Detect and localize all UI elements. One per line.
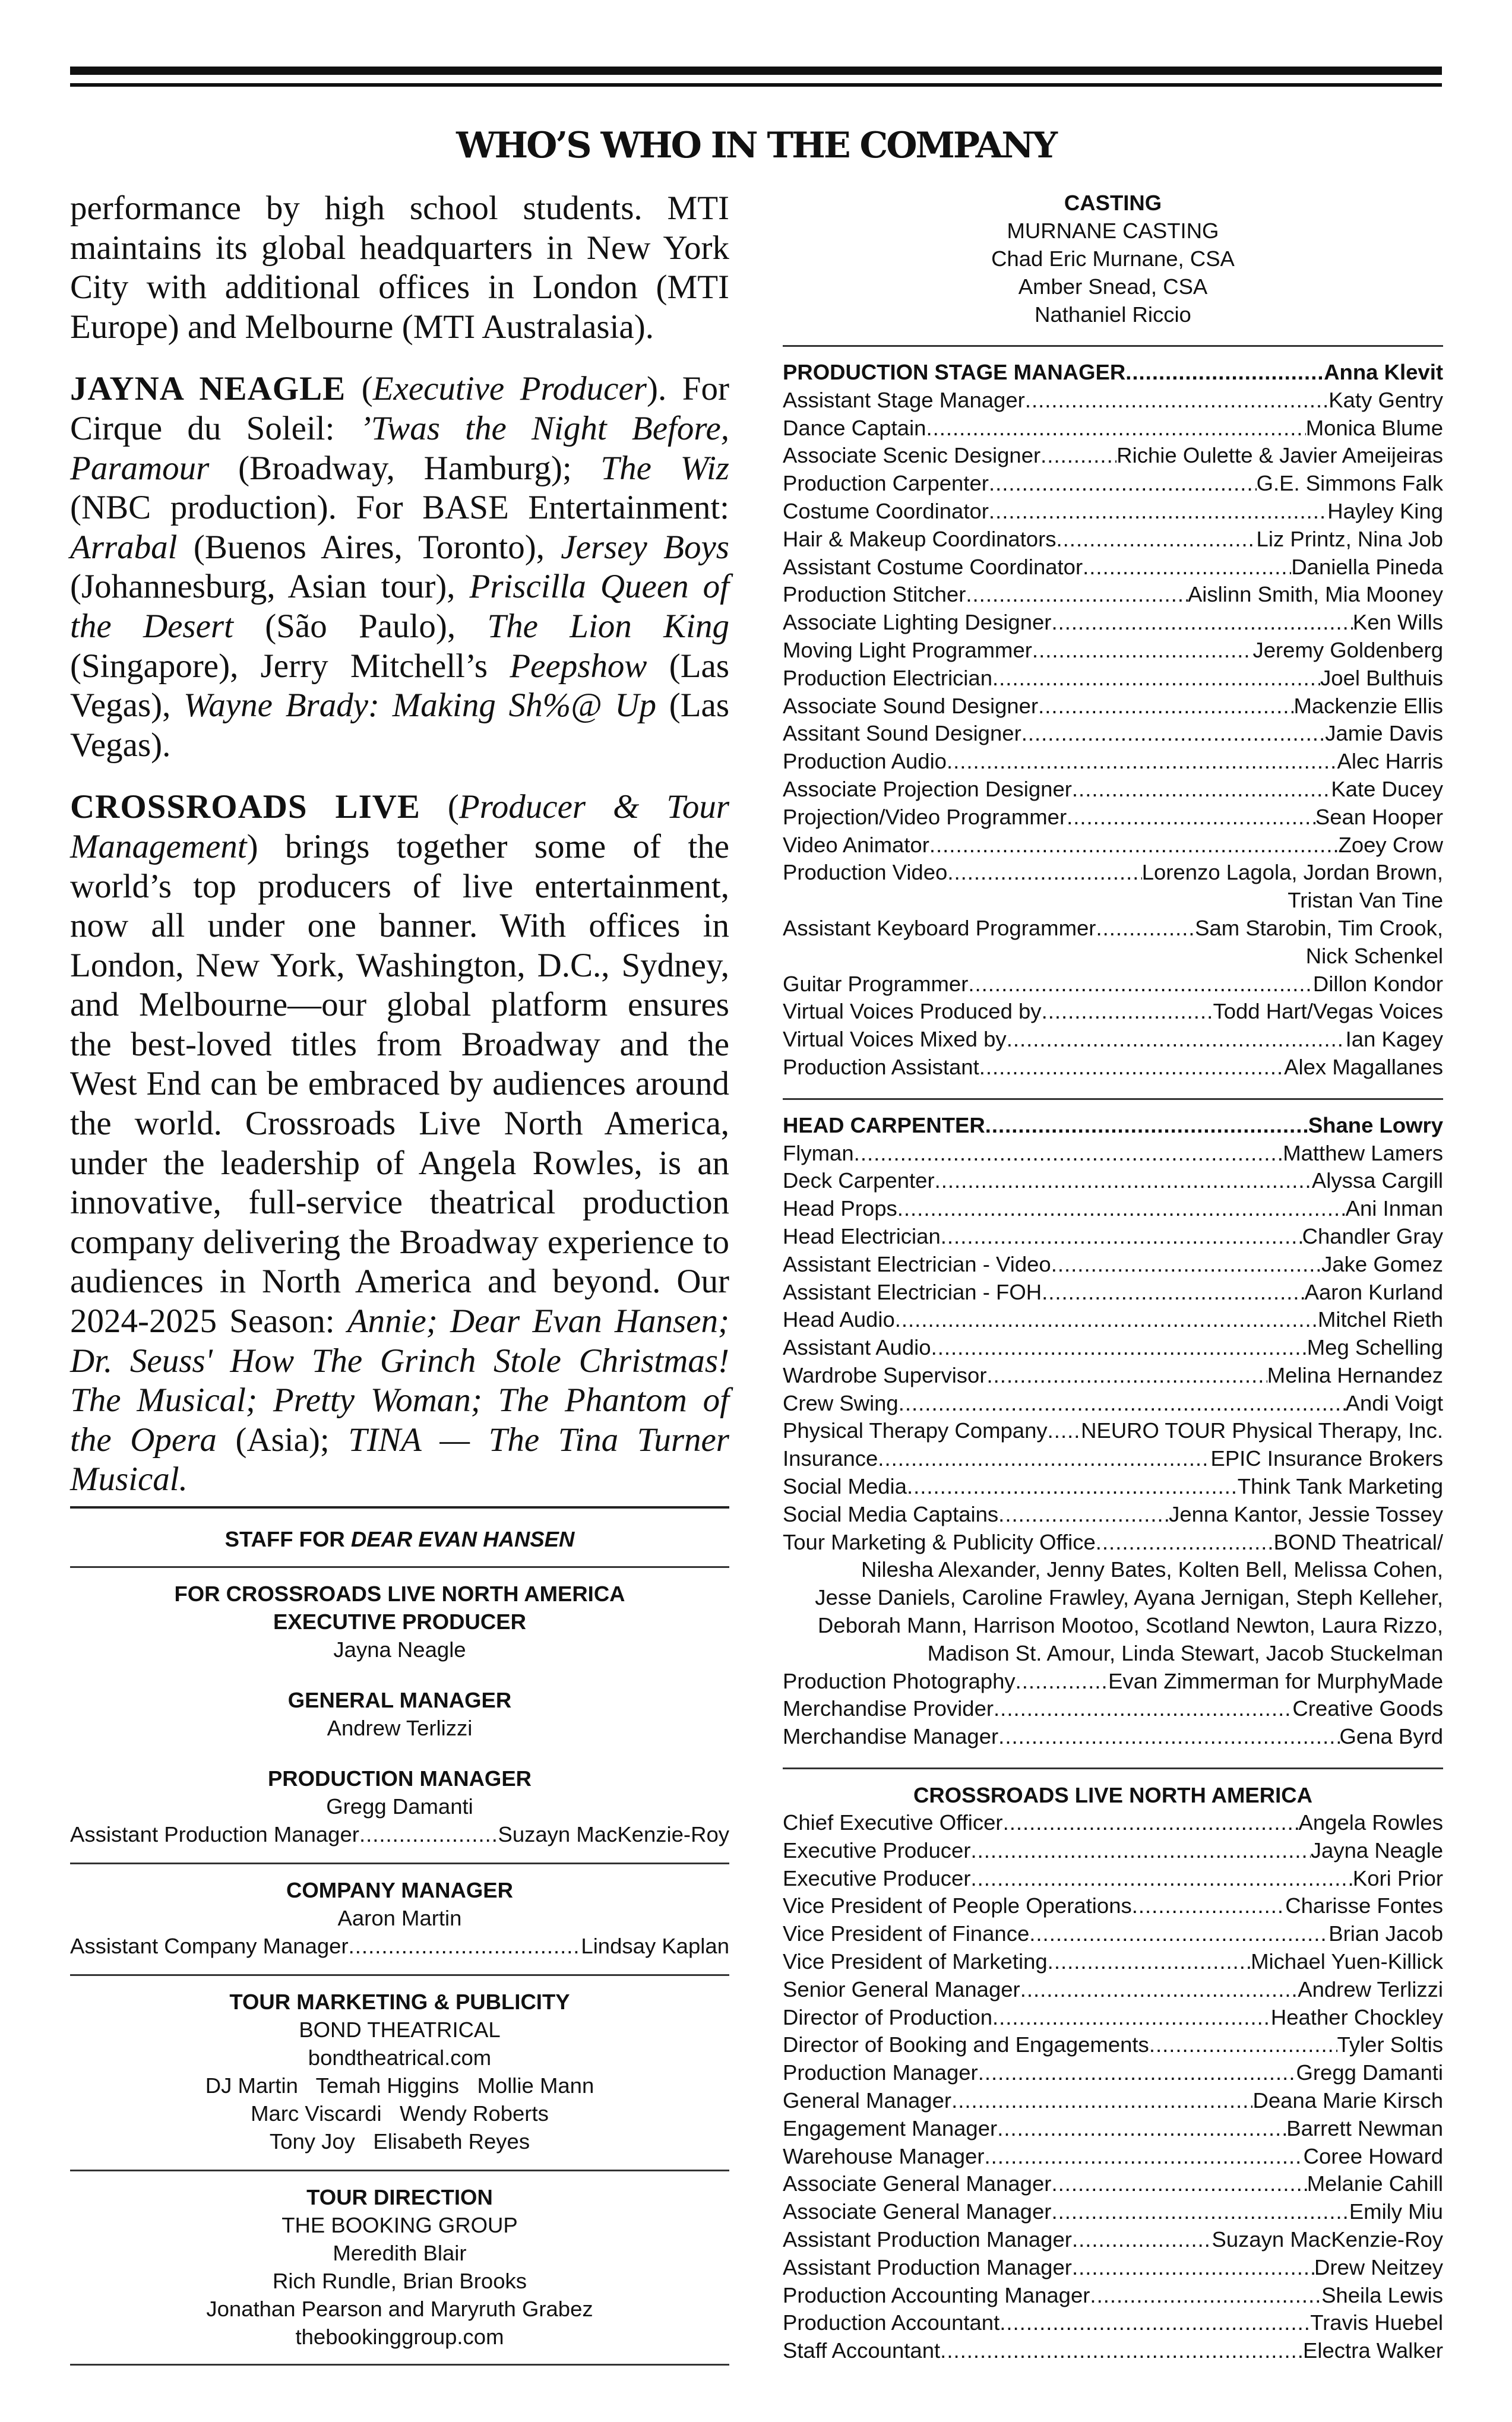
credit-row (783, 2087, 1443, 2115)
credit-name: Sheila Lewis (1321, 2282, 1443, 2307)
leader-dots (854, 1140, 1283, 1168)
section-tour-direction: TOUR DIRECTION THE BOOKING GROUP Meredith Blair Rich Rundle, Brian Brooks Jonathan Pearson and Maryruth Grabez thebookinggroup.com (206, 2185, 593, 2349)
credit-name: Alyssa Cargill (1311, 1168, 1443, 1193)
leader-dots (1051, 1251, 1321, 1279)
credit-name: Gena Byrd (1339, 1724, 1443, 1749)
credit-name: Richie Oulette & Javier Ameijeiras (1116, 443, 1443, 468)
credit-name-continued: Jesse Daniels, Caroline Frawley, Ayana Jernigan, Steph Kelleher, (815, 1585, 1443, 1610)
leader-dots (897, 1195, 1346, 1223)
credit-row (783, 637, 1443, 665)
credit-row (783, 2031, 1443, 2059)
credit-role: Associate Projection Designer (783, 776, 1072, 801)
leader-dots (1072, 2226, 1212, 2254)
credit-name: BOND Theatrical/ (1273, 1529, 1443, 1554)
credit-role: Engagement Manager (783, 2116, 998, 2140)
leader-dots (997, 2115, 1286, 2143)
leader-dots (989, 498, 1327, 526)
leader-dots (1021, 720, 1325, 748)
leader-dots (971, 1837, 1311, 1865)
credit-name: Sam Starobin, Tim Crook, (1195, 915, 1443, 940)
credit-row (783, 387, 1443, 415)
credit-role: Projection/Video Programmer (783, 804, 1067, 829)
staff-heading: STAFF FOR DEAR EVAN HANSEN (224, 1527, 575, 1551)
leader-dots (1042, 998, 1213, 1026)
credit-name-continued: Madison St. Amour, Linda Stewart, Jacob Stuckelman (927, 1640, 1443, 1665)
leader-dots (968, 970, 1313, 998)
credit-role: Executive Producer (783, 1865, 971, 1890)
credit-role: Head Audio (783, 1307, 895, 1332)
divider (783, 1768, 1443, 1769)
credit-row (783, 1112, 1443, 1140)
credit-role: Director of Booking and Engagements (783, 2032, 1149, 2057)
credit-name-continued: Nilesha Alexander, Jenny Bates, Kolten Bell, Melissa Cohen, (861, 1557, 1443, 1582)
credit-row (783, 748, 1443, 776)
credit-name: Travis Huebel (1310, 2310, 1443, 2335)
credit-row (783, 442, 1443, 470)
credit-name: Barrett Newman (1286, 2116, 1443, 2140)
credit-name: Emily Miu (1349, 2199, 1443, 2224)
credit-role: Assistant Keyboard Programmer (783, 915, 1096, 940)
section-general-manager: GENERAL MANAGER Andrew Terlizzi (287, 1688, 512, 1740)
credit-row (783, 1251, 1443, 1279)
credit-role: Warehouse Manager (783, 2143, 985, 2168)
section-exec-producer: FOR CROSSROADS LIVE NORTH AMERICA EXECUTIVE PRODUCER Jayna Neagle (174, 1582, 625, 1662)
divider (70, 1566, 729, 1568)
credit-name: Heather Chockley (1270, 2004, 1443, 2029)
credit-row (783, 1140, 1443, 1168)
credit-name: Liz Printz, Nina Job (1256, 526, 1443, 551)
leader-dots (940, 2337, 1303, 2365)
credit-row (783, 1390, 1443, 1418)
divider (783, 1098, 1443, 1100)
divider (70, 2170, 729, 2171)
credit-role: Assistant Audio (783, 1335, 931, 1360)
credit-name: Suzayn MacKenzie-Roy (1212, 2227, 1443, 2252)
credit-name: G.E. Simmons Falk (1256, 471, 1443, 496)
credit-name: Creative Goods (1292, 1696, 1443, 1721)
credit-name: Lorenzo Lagola, Jordan Brown, (1141, 860, 1443, 885)
credit-role: Production Electrician (783, 665, 993, 690)
credit-role: Chief Executive Officer (783, 1810, 1003, 1835)
divider (783, 345, 1443, 347)
credit-name: Todd Hart/Vegas Voices (1213, 999, 1443, 1024)
credit-row (783, 1223, 1443, 1251)
credit-name: Jamie Davis (1325, 721, 1443, 746)
leader-dots (987, 1362, 1267, 1390)
credit-row (783, 1948, 1443, 1976)
leader-dots (1096, 1529, 1274, 1557)
credit-name: Zoey Crow (1338, 832, 1443, 857)
credit-role: Assitant Sound Designer (783, 721, 1021, 746)
credit-role: Assistant Stage Manager (783, 387, 1025, 412)
credit-role: Staff Accountant (783, 2338, 941, 2363)
credit-name: Jeremy Goldenberg (1252, 637, 1443, 662)
production-crew-list (783, 359, 1443, 1082)
credit-row: Assistant Production Manager ..... Suzayn MacKenzie-Roy (70, 1820, 729, 1848)
credit-row (783, 1865, 1443, 1893)
leader-dots (1038, 693, 1293, 720)
credit-name: EPIC Insurance Brokers (1210, 1446, 1443, 1471)
credit-name: NEURO TOUR Physical Therapy, Inc. (1081, 1418, 1443, 1443)
leader-dots (1051, 2170, 1307, 2198)
credit-role: Associate Scenic Designer (783, 443, 1041, 468)
divider (70, 1506, 729, 1509)
credit-role: Vice President of Finance (783, 1921, 1030, 1946)
credit-role: HEAD CARPENTER (783, 1112, 985, 1137)
credit-row (783, 1976, 1443, 2004)
leader-dots (1007, 1026, 1346, 1054)
section-company-manager: COMPANY MANAGER Aaron Martin Assistant Company Manager ..... Lindsay Kaplan (70, 1876, 729, 1960)
credit-role: Dance Captain (783, 415, 926, 440)
credit-role: Vice President of Marketing (783, 1949, 1048, 1974)
credit-role: Production Accounting Manager (783, 2282, 1090, 2307)
credit-role: Production Manager (783, 2060, 978, 2085)
leader-dots (1072, 776, 1331, 804)
credit-role: PRODUCTION STAGE MANAGER (783, 360, 1126, 384)
credit-row: Assistant Company Manager ..... Lindsay Kaplan (70, 1932, 729, 1960)
leader-dots (947, 748, 1337, 776)
leader-dots (1003, 1809, 1299, 1837)
credit-name: Meg Schelling (1307, 1335, 1443, 1360)
leader-dots (1032, 637, 1253, 665)
credit-role: Video Animator (783, 832, 929, 857)
credit-row (783, 2226, 1443, 2254)
credit-row (783, 1362, 1443, 1390)
credit-role: Social Media (783, 1474, 907, 1499)
credit-name: Daniella Pineda (1291, 554, 1443, 579)
credit-role: Production Audio (783, 749, 947, 774)
credit-role: Production Stitcher (783, 582, 966, 607)
credit-row (783, 2198, 1443, 2226)
credit-row (783, 998, 1443, 1026)
credit-row (783, 1334, 1443, 1362)
leader-dots (1132, 1892, 1286, 1920)
credit-row (783, 1668, 1443, 1696)
credit-role: Merchandise Manager (783, 1724, 999, 1749)
leader-dots (1042, 1279, 1305, 1307)
credit-row (783, 1417, 1443, 1445)
credit-name: Katy Gentry (1328, 387, 1443, 412)
credit-row (783, 776, 1443, 804)
leader-dots (992, 665, 1320, 693)
leader-dots (1056, 526, 1257, 554)
credit-role: Associate General Manager (783, 2171, 1052, 2196)
credit-row (783, 1195, 1443, 1223)
crossroads-staff-list (783, 1809, 1443, 2365)
credit-role: Associate Sound Designer (783, 693, 1039, 718)
credit-role: Crew Swing (783, 1390, 899, 1415)
credit-role: Virtual Voices Produced by (783, 999, 1042, 1024)
leader-dots (899, 1390, 1346, 1418)
credit-role: Production Accountant (783, 2310, 1000, 2335)
leader-dots (1040, 442, 1116, 470)
leader-dots (966, 581, 1188, 609)
credit-row (783, 554, 1443, 581)
leader-dots (929, 831, 1339, 859)
credit-row (783, 1529, 1443, 1557)
header-rule-thin (70, 83, 1442, 87)
leader-dots (1090, 2282, 1321, 2310)
credit-row (783, 665, 1443, 693)
credit-role: Moving Light Programmer (783, 637, 1032, 662)
credit-name: Ian Kagey (1345, 1027, 1443, 1052)
credit-role: Social Media Captains (783, 1501, 999, 1526)
leader-dots (935, 1167, 1312, 1195)
credit-name-continued: Tristan Van Tine (1288, 888, 1443, 913)
credit-name: Shane Lowry (1308, 1112, 1443, 1137)
credit-row (783, 2282, 1443, 2310)
credit-role: Merchandise Provider (783, 1696, 994, 1721)
leader-dots (1067, 804, 1315, 831)
section-crossroads-na: CROSSROADS LIVE NORTH AMERICA Chief Executive Officer ..... Angela Rowles Executive Producer ..... Jayna Neagle Executive Producer ..... Kori Prior Vice President of People Operations ..... Charisse Fontes Vice President of Finance ..... Brian Jacob Vice President of Marketing ..... Michael Yuen-Killick Senior General Manager ..... Andrew Terlizzi Director of Production ..... Heather Chockley Director of Booking and Engagements ..... Tyler Soltis Production Manager ..... Gregg Damanti General Manager ..... Deana Marie Kirsch Engagement Manager ..... Barrett Newman Warehouse Manager ..... Coree Howard Associate General Manager ..... Melanie Cahill Associate General Manager ..... Emily Miu Assistant Production Manager ..... Suzayn MacKenzie-Roy Assistant Production Manager ..... Drew Neitzey Production Accounting Manager ..... Sheila Lewis Production Accountant ..... Travis Huebel Staff Accountant ..... Electra Walker (783, 1781, 1443, 2365)
leader-dots (951, 2087, 1252, 2115)
divider (70, 1863, 729, 1864)
credit-role: Associate Lighting Designer (783, 610, 1052, 635)
credit-row (783, 2254, 1443, 2282)
credit-name: Hayley King (1327, 498, 1443, 523)
credit-name-continued: Deborah Mann, Harrison Mootoo, Scotland Newton, Laura Rizzo, (818, 1613, 1443, 1638)
section-production-manager: PRODUCTION MANAGER Gregg Damanti Assistant Production Manager ..... Suzayn MacKenzie-Roy (70, 1765, 729, 1848)
credit-row (783, 1279, 1443, 1307)
credit-role: Physical Therapy Company (783, 1418, 1048, 1443)
leader-dots (989, 470, 1257, 498)
credit-name: Melina Hernandez (1267, 1362, 1443, 1387)
credit-row (783, 693, 1443, 720)
credit-role: Assistant Production Manager (783, 2255, 1072, 2279)
leader-dots (1029, 1920, 1328, 1948)
right-column (783, 189, 1443, 2365)
credit-row (783, 581, 1443, 609)
credit-name: Joel Bulthuis (1320, 665, 1443, 690)
credit-role: Executive Producer (783, 1838, 971, 1863)
credit-name: Deana Marie Kirsch (1252, 2088, 1443, 2113)
credit-row (783, 1473, 1443, 1501)
credit-name: Andrew Terlizzi (1298, 1977, 1443, 2002)
credit-name: Mitchel Rieth (1318, 1307, 1443, 1332)
carpenter-crew-list (783, 1112, 1443, 1751)
credit-role: Head Electrician (783, 1223, 941, 1248)
credit-row (783, 526, 1443, 554)
credit-row (783, 2115, 1443, 2143)
bio-name: CROSSROADS LIVE (70, 788, 420, 826)
credit-name: Charisse Fontes (1285, 1893, 1443, 1918)
credit-row (783, 1306, 1443, 1334)
credit-name: Tyler Soltis (1337, 2032, 1443, 2057)
credit-row (783, 1837, 1443, 1865)
credit-role: Production Carpenter (783, 471, 989, 496)
credit-name: Andi Voigt (1345, 1390, 1443, 1415)
credit-name-continued: Nick Schenkel (1305, 943, 1443, 968)
leader-dots (985, 2143, 1304, 2171)
leader-dots (1048, 1948, 1251, 1976)
credit-role: Assistant Production Manager (783, 2227, 1072, 2252)
bio-name: JAYNA NEAGLE (70, 370, 346, 408)
leader-dots (999, 2309, 1310, 2337)
credit-name: Matthew Lamers (1283, 1140, 1443, 1165)
credit-role: Deck Carpenter (783, 1168, 935, 1193)
credit-row (783, 720, 1443, 748)
credit-row (783, 1892, 1443, 1920)
credit-role: Costume Coordinator (783, 498, 989, 523)
section-tour-marketing: TOUR MARKETING & PUBLICITY BOND THEATRICAL bondtheatrical.com DJ Martin Temah Higgins Mollie Mann Marc Viscardi Wendy Roberts Tony Joy Elisabeth Reyes (205, 1990, 594, 2154)
credit-role: Tour Marketing & Publicity Office (783, 1529, 1096, 1554)
credit-name: Kori Prior (1352, 1865, 1443, 1890)
credit-role: Guitar Programmer (783, 971, 969, 996)
credit-role: Assistant Electrician - FOH (783, 1279, 1042, 1304)
credit-row (783, 1809, 1443, 1837)
credit-row (783, 1167, 1443, 1195)
leader-dots (1125, 359, 1324, 387)
leader-dots (878, 1445, 1210, 1473)
bio-crossroads-live: CROSSROADS LIVE (Producer & Tour Management) brings together some of the world’s top producers of live entertainment, now all under one banner. With offices in London, New York, Washington, D.C., Sydney, and Melbourne—our global platform ensures the best-loved titles from Broadway and the West End can be embraced by audiences around the world. Crossroads Live North America, under the leadership of Angela Rowles, is an innovative, full-service theatrical production company delivering the Broadway experience to audiences in North America and beyond. Our 2024-2025 Season: Annie; Dear Evan Hansen; Dr. Seuss' How The Grinch Stole Christmas! The Musical; Pretty Woman; The Phantom of the Opera (Asia); TINA — The Tina Turner Musical. (70, 788, 729, 1498)
credit-name: Monica Blume (1305, 415, 1443, 440)
leader-dots (985, 1112, 1308, 1140)
credit-role: Virtual Voices Mixed by (783, 1027, 1007, 1052)
credit-row (783, 1445, 1443, 1473)
credit-name: Alec Harris (1337, 749, 1443, 774)
leader-dots (979, 1054, 1284, 1082)
leader-dots (992, 2004, 1271, 2032)
credit-role: Production Video (783, 860, 948, 885)
bio-jayna-neagle: JAYNA NEAGLE (Executive Producer). For Cirque du Soleil: ’Twas the Night Before, Paramour (Broadway, Hamburg); The Wiz (NBC production). For BASE Entertainment: Arrabal (Buenos Aires, Toronto), Jersey Boys (Johannesburg, Asian tour), Priscilla Queen of the Desert (São Paulo), The Lion King (Singapore), Jerry Mitchell’s Peepshow (Las Vegas), Wayne Brady: Making Sh%@ Up (Las Vegas). (70, 370, 730, 764)
leader-dots (1051, 2198, 1349, 2226)
credit-role: Assistant Costume Coordinator (783, 554, 1083, 579)
credit-name: Jake Gomez (1321, 1251, 1443, 1276)
credit-name: Ken Wills (1352, 610, 1443, 635)
leader-dots (971, 1865, 1353, 1893)
credit-role: Flyman (783, 1140, 854, 1165)
credit-name: Electra Walker (1303, 2338, 1443, 2363)
credit-row (783, 804, 1443, 831)
credit-name: Gregg Damanti (1296, 2060, 1443, 2085)
credit-name: Kate Ducey (1331, 776, 1443, 801)
leader-dots (1083, 554, 1291, 581)
leader-dots (1072, 2254, 1314, 2282)
bio-mti-continued: performance by high school students. MTI maintains its global headquarters in New York City with additional offices in London (MTI Europe) and Melbourne (MTI Australasia). (70, 189, 729, 346)
page-title: WHO’S WHO IN THE COMPANY (456, 125, 1056, 166)
credit-row (783, 1054, 1443, 1082)
credit-row (783, 1920, 1443, 1948)
credit-row (783, 470, 1443, 498)
divider (70, 2364, 729, 2366)
leader-dots (1149, 2031, 1337, 2059)
credit-name: Mackenzie Ellis (1293, 693, 1443, 718)
credit-role: Wardrobe Supervisor (783, 1362, 987, 1387)
credit-row (783, 1695, 1443, 1723)
credit-row (783, 359, 1443, 387)
credit-role: General Manager (783, 2088, 952, 2113)
credit-row (783, 609, 1443, 637)
header-rule-thick (70, 67, 1442, 75)
credit-name: Chandler Gray (1302, 1223, 1443, 1248)
credit-row (783, 2004, 1443, 2032)
credit-name: Coree Howard (1303, 2143, 1443, 2168)
credit-name: Evan Zimmerman for MurphyMade (1108, 1668, 1443, 1693)
staff-credits (70, 1506, 729, 2366)
credit-row (783, 498, 1443, 526)
credit-role: Production Assistant (783, 1054, 979, 1079)
credit-row (783, 1026, 1443, 1054)
leader-dots (1020, 1976, 1298, 2004)
leader-dots (994, 1695, 1292, 1723)
credit-row (783, 415, 1443, 442)
leader-dots (1048, 1417, 1081, 1445)
credit-name: Aislinn Smith, Mia Mooney (1187, 582, 1443, 607)
credit-name: Think Tank Marketing (1237, 1474, 1443, 1499)
credit-name: Jayna Neagle (1310, 1838, 1443, 1863)
credit-role: Associate General Manager (783, 2199, 1052, 2224)
credit-role: Assistant Electrician - Video (783, 1251, 1051, 1276)
credit-role: Senior General Manager (783, 1977, 1020, 2002)
credit-name: Brian Jacob (1328, 1921, 1443, 1946)
credit-row (783, 970, 1443, 998)
leader-dots (907, 1473, 1238, 1501)
divider (70, 1974, 729, 1976)
leader-dots (926, 415, 1305, 442)
leader-dots (1016, 1668, 1108, 1696)
section-casting: CASTING MURNANE CASTING Chad Eric Murnane, CSA Amber Snead, CSA Nathaniel Riccio (991, 191, 1235, 327)
leader-dots (947, 859, 1141, 887)
credit-row (783, 1723, 1443, 1751)
leader-dots (978, 2059, 1296, 2087)
credit-row (783, 915, 1443, 943)
credit-row (783, 2309, 1443, 2337)
credit-row (783, 2059, 1443, 2087)
credit-row (783, 2337, 1443, 2365)
credit-row (783, 2143, 1443, 2171)
credit-role: Vice President of People Operations (783, 1893, 1132, 1918)
credit-name: Jenna Kantor, Jessie Tossey (1169, 1501, 1443, 1526)
credit-role: Head Props (783, 1196, 897, 1221)
credit-role: Insurance (783, 1446, 878, 1471)
credit-row (783, 831, 1443, 859)
credit-role: Production Photography (783, 1668, 1016, 1693)
credit-name: Alex Magallanes (1284, 1054, 1443, 1079)
leader-dots (1025, 387, 1328, 415)
credit-name: Drew Neitzey (1314, 2255, 1443, 2279)
credit-name: Aaron Kurland (1304, 1279, 1443, 1304)
leader-dots (998, 1501, 1169, 1529)
credit-name: Angela Rowles (1298, 1810, 1443, 1835)
credit-row (783, 859, 1443, 887)
leader-dots (1096, 915, 1195, 943)
credit-role: Director of Production (783, 2004, 992, 2029)
credit-name: Anna Klevit (1324, 360, 1443, 384)
credit-name: Sean Hooper (1315, 804, 1443, 829)
leader-dots (998, 1723, 1339, 1751)
left-column (70, 189, 729, 1522)
leader-dots (895, 1306, 1318, 1334)
credit-name: Ani Inman (1345, 1196, 1443, 1221)
credit-row (783, 2170, 1443, 2198)
credit-role: Hair & Makeup Coordinators (783, 526, 1056, 551)
leader-dots (931, 1334, 1307, 1362)
credit-name: Dillon Kondor (1312, 971, 1443, 996)
leader-dots (1051, 609, 1352, 637)
credit-name: Melanie Cahill (1307, 2171, 1443, 2196)
credit-row (783, 1501, 1443, 1529)
leader-dots (941, 1223, 1302, 1251)
credit-name: Michael Yuen-Killick (1251, 1949, 1443, 1974)
